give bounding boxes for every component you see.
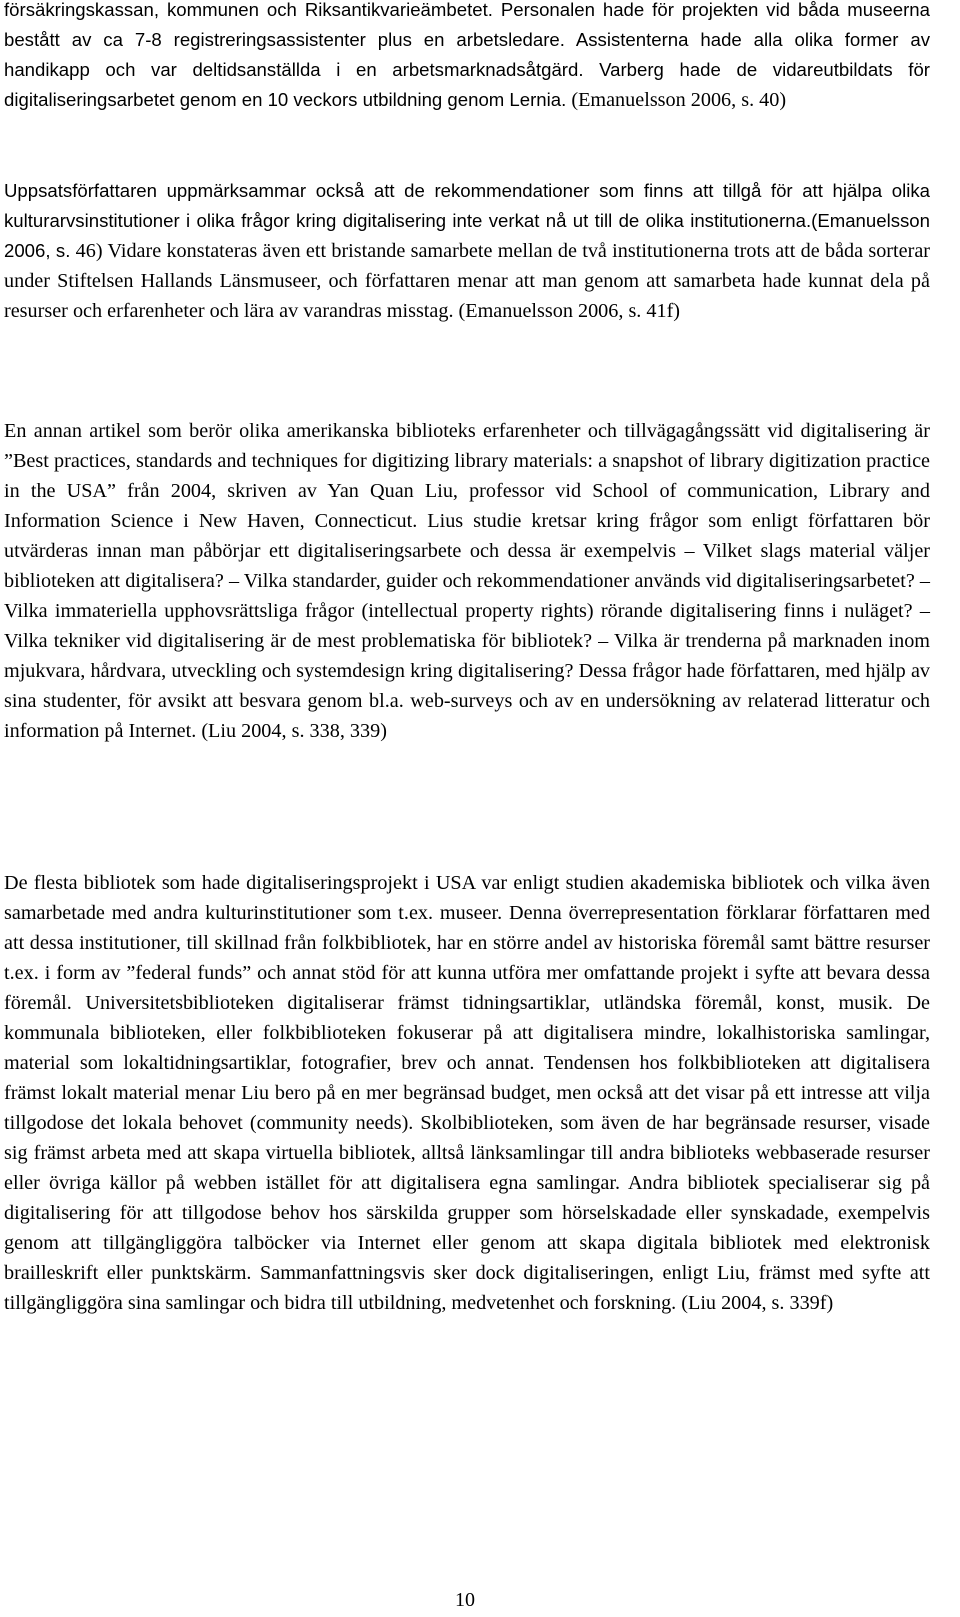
paragraph-3-text: En annan artikel som berör olika amerikanska biblioteks erfarenheter och tillvägagångssätt vid digitalisering är ”Best practices, standards and techniques for digitizing library materials: a snapshot of library digitization practice in the USA” från 2004, skriven av Yan Quan Liu, professor vid School of communication, Library and Information Science i New Haven, Connecticut. Lius studie kretsar kring frågor som enligt författaren bör utvärderas innan man påbörjar ett digitaliseringsarbete och dessa är exempelvis – Vilket slags material väljer biblioteken att digitalisera? – Vilka standarder, guider och rekommendationer används vid digitaliseringsarbetet? – Vilka immateriella upphovsrättsliga frågor (intellectual property rights) rörande digitalisering finns i nuläget? – Vilka tekniker vid digitalisering är de mest problematiska för bibliotek? – Vilka är trenderna på marknaden inom mjukvara, hårdvara, utveckling och systemdesign kring digitalisering? Dessa frågor hade författaren, med hjälp av sina studenter, för avsikt att besvara genom bl.a. web-surveys och av en undersökning av relaterad litteratur och information på Internet. (Liu 2004, s. 338, 339) [4,420,930,742]
paragraph-1-citation: (Emanuelsson 2006, s. 40) [566,89,787,111]
paragraph-3 [4,416,930,746]
paragraph-2 [4,176,930,326]
paragraph-4-text: De flesta bibliotek som hade digitaliseringsprojekt i USA var enligt studien akademiska bibliotek och vilka även samarbetade med andra kulturinstitutioner som t.ex. museer. Denna överrepresentation förklarar författaren med att dessa institutioner, till skillnad från folkbibliotek, har en större andel av historiska föremål samt bättre resurser t.ex. i form av ”federal funds” och annat stöd för att kunna utföra mer omfattande projekt i syfte att bevara dessa föremål. Universitetsbiblioteken digitaliserar främst tidningsartiklar, utländska föremål, konst, musik. De kommunala biblioteken, eller folkbiblioteken fokuserar på att digitalisera mindre, lokalhistoriska samlingar, material som lokaltidningsartiklar, fotografier, brev och annat. Tendensen hos folkbiblioteken att digitalisera främst lokalt material menar Liu bero på en mer begränsad budget, men också att det visar på ett intresse att vilja tillgodose det lokala behovet (community needs). Skolbiblioteken, som även de har begränsade resurser, visade sig främst arbeta med att skapa virtuella bibliotek, alltså länksamlingar till andra biblioteks webbaserade resurser eller övriga källor på webben istället för att digitalisera egna samlingar. Andra bibliotek specialiserar sig på digitalisering för att tillgodose behov hos särskilda grupper som hörselskadade eller synskadade, exempelvis genom att tillgängliggöra talböcker via Internet eller genom att skapa digitala bibliotek med elektronisk brailleskrift eller punktskärm. Sammanfattningsvis sker dock digitaliseringen, enligt Liu, främst med syfte att tillgängliggöra sina samlingar och bidra till utbildning, medvetenhet och forskning. (Liu 2004, s. 339f) [4,872,930,1314]
paragraph-4 [4,868,930,1318]
paragraph-1 [4,0,930,115]
page-number: 10 [455,1589,475,1611]
paragraph-1-text-sans: försäkringskassan, kommunen och Riksantikvarieämbetet. Personalen hade för projekten vid båda museerna bestått av ca 7-8 registreringsassistenter plus en arbetsledare. Assistenterna hade alla olika former av handikapp och var deltidsanställda i en arbetsmarknadsåtgärd. Varberg hade de vidareutbildats för digitaliseringsarbetet genom en 10 veckors utbildning genom Lernia. [4,0,930,110]
paragraph-2-text-serif: 46) Vidare konstateras även ett bristande samarbete mellan de två institutionerna trots att de båda sorterar under Stiftelsen Hallands Länsmuseer, och författaren menar att man genom att samarbeta hade kunnat dela på resurser och erfarenheter och lära av varandras misstag. (Emanuelsson 2006, s. 41f) [4,240,930,322]
paragraph-2-text-sans: Uppsatsförfattaren uppmärksammar också att de rekommendationer som finns att tillgå för att hjälpa olika kulturarvsinstitutioner i olika frågor kring digitalisering inte verkat nå ut till de olika institutionerna.(Emanuelsson 2006, s. [4,180,930,261]
